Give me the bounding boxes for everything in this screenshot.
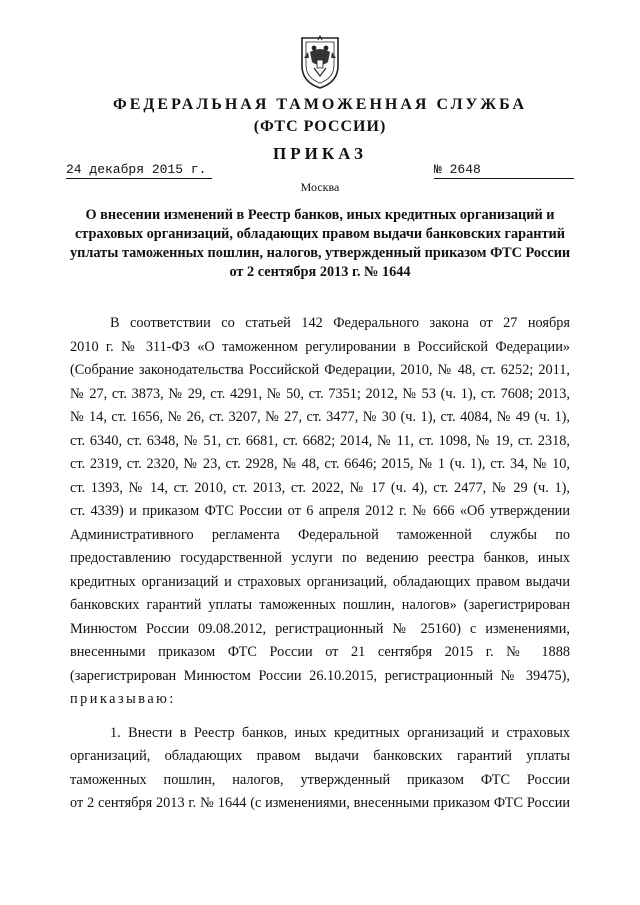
body-line: № 14, ст. 1656, № 26, ст. 3207, № 27, ст. 3477, № 30 (ч. 1), ст. 4084, № 49 (ч. 1),	[70, 409, 570, 425]
body-line: предоставлению государственной услуги по ведению реестра банков, иных	[70, 550, 570, 566]
title-line: О внесении изменений в Реестр банков, иных кредитных организаций и	[85, 207, 555, 223]
body-line: внесенными приказом ФТС России от 21 сентября 2015 г. № 1888	[70, 644, 570, 660]
russian-coat-of-arms-icon	[296, 32, 344, 90]
order-date: 24 декабря 2015 г.	[66, 162, 212, 179]
order-number: № 2648	[434, 162, 574, 179]
body-line: 2010 г. № 311-ФЗ «О таможенном регулировании в Российской Федерации»	[70, 338, 570, 355]
body-line: (Собрание законодательства Российской Федерации, 2010, № 48, ст. 6252; 2011,	[70, 362, 570, 378]
body-line: В соответствии со статьей 142 Федерального закона от 27 ноября	[110, 315, 570, 331]
body-line: ст. 6340, ст. 6348, № 51, ст. 6681, ст. 6682; 2014, № 11, ст. 1098, № 19, ст. 2318,	[70, 432, 570, 449]
body-line: ст. 2319, ст. 2320, № 23, ст. 2928, № 48, ст. 6646; 2015, № 1 (ч. 1), ст. 34, № 10,	[70, 456, 570, 472]
title-line: от 2 сентября 2013 г. № 1644	[229, 264, 411, 280]
body-line: Административного регламента Федеральной таможенной службы по	[70, 526, 570, 543]
body-line: ст. 1393, № 14, ст. 2010, ст. 2013, ст. 2022, № 17 (ч. 4), ст. 2477, № 29 (ч. 1),	[70, 479, 570, 496]
body-line: банковских гарантий уплаты таможенных пошлин, налогов» (зарегистрирован	[70, 597, 570, 613]
body-line: от 2 сентября 2013 г. № 1644 (с изменениями, внесенными приказом ФТС России	[70, 795, 570, 811]
document-body	[70, 312, 570, 816]
body-line: ст. 4339) и приказом ФТС России от 6 апреля 2012 г. № 666 «Об утверждении	[70, 503, 570, 519]
body-line: Минюстом России 09.08.2012, регистрационный № 25160) с изменениями,	[70, 620, 570, 637]
body-line-order-word: приказываю:	[70, 691, 176, 707]
document-type: ПРИКАЗ	[273, 144, 367, 163]
document-title	[70, 206, 570, 282]
body-line: (зарегистрирован Минюстом России 26.10.2015, регистрационный № 39475),	[70, 667, 570, 684]
body-line: таможенных пошлин, налогов, утвержденный приказом ФТС России	[70, 771, 570, 788]
issue-city: Москва	[300, 180, 340, 194]
body-line-item-1: 1. Внести в Реестр банков, иных кредитных организаций и страховых	[110, 724, 570, 741]
agency-abbreviation: (ФТС РОССИИ)	[253, 118, 387, 135]
agency-name: ФЕДЕРАЛЬНАЯ ТАМОЖЕННАЯ СЛУЖБА	[112, 96, 528, 113]
body-line: № 27, ст. 3873, № 29, ст. 4291, № 50, ст. 7351; 2012, № 53 (ч. 1), ст. 7608; 2013,	[70, 385, 570, 402]
title-line: страховых организаций, обладающих правом выдачи банковских гарантий	[74, 226, 566, 242]
body-line: кредитных организаций и страховых организаций, обладающих правом выдачи	[70, 573, 570, 590]
body-line: организаций, обладающих правом выдачи банковских гарантий уплаты	[70, 748, 570, 764]
title-line: уплаты таможенных пошлин, налогов, утвержденный приказом ФТС России	[70, 245, 571, 261]
